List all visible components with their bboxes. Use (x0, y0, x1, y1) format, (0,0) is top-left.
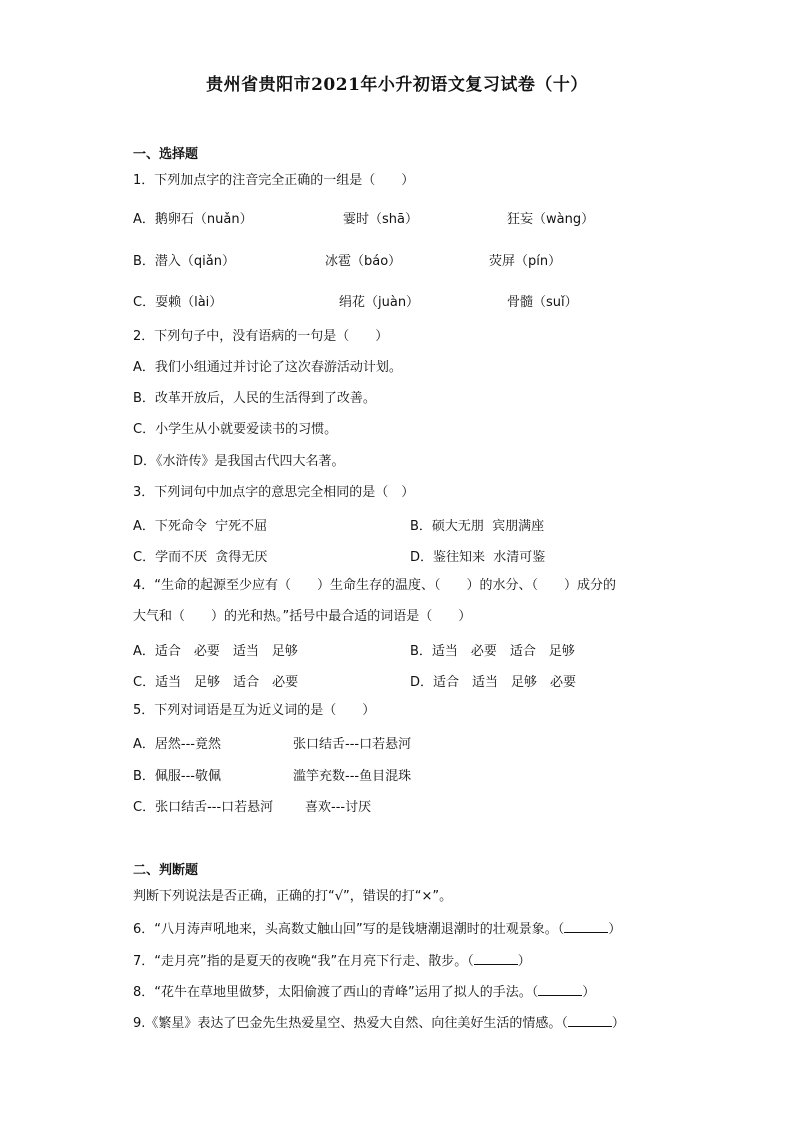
q5-option-b-1: B．佩服---敬佩 (133, 769, 221, 784)
section-heading-choice: 一、选择题 (133, 147, 199, 162)
item-7-text: 7．“走月亮”指的是夏天的夜晚“我”在月亮下行走、散步。（ (133, 954, 474, 969)
q5-option-a-2: 张口结舌---口若悬河 (293, 737, 412, 752)
q4-option-a: A．适合 必要 适当 足够 (133, 644, 298, 659)
q4-option-c: C．适当 足够 适合 必要 (133, 675, 299, 690)
item-6-close-paren: ） (608, 922, 622, 937)
q1-option-a-3: 狂妄（wàng） (507, 212, 595, 227)
q2-option-a: A．我们小组通过并讨论了这次春游活动计划。 (133, 360, 402, 375)
q4-option-b: B．适当 必要 适合 足够 (410, 644, 575, 659)
answer-blank-7[interactable] (474, 952, 518, 965)
question-5-stem: 5．下列对词语是互为近义词的是（ ） (133, 703, 376, 718)
question-2-stem: 2．下列句子中，没有语病的一句是（ ） (133, 329, 389, 344)
q1-option-b-2: 冰雹（báo） (325, 254, 402, 269)
section-heading-judgement: 二、判断题 (133, 863, 199, 878)
judgement-item-8 (133, 983, 595, 1002)
question-4-stem-line2: 大气和（ ）的光和热。”括号中最合适的词语是（ ） (133, 609, 472, 624)
question-4-stem-line1: 4．“生命的起源至少应有（ ）生命生存的温度、（ ）的水分、（ ）成分的 (133, 578, 617, 593)
q5-option-a-1: A．居然---竟然 (133, 737, 221, 752)
q1-option-b-3: 荧屏（pín） (489, 254, 562, 269)
item-6-text: 6．“八月涛声吼地来，头高数丈触山回”写的是钱塘潮退潮时的壮观景象。（ (133, 922, 565, 937)
item-9-close-paren: ） (611, 1016, 625, 1031)
q5-option-c-1: C．张口结舌---口若悬河 (133, 800, 274, 815)
page-title: 贵州省贵阳市2021年小升初语文复习试卷（十） (206, 75, 588, 95)
answer-blank-6[interactable] (564, 920, 608, 933)
answer-blank-8[interactable] (538, 983, 582, 996)
question-3-stem: 3．下列词句中加点字的意思完全相同的是（ ） (133, 485, 415, 500)
item-8-close-paren: ） (582, 985, 596, 1000)
question-1-stem: 1．下列加点字的注音完全正确的一组是（ ） (133, 173, 415, 188)
q2-option-d: D．《水浒传》是我国古代四大名著。 (133, 454, 345, 469)
item-9-text: 9.《繁星》表达了巴金先生热爱星空、热爱大自然、向往美好生活的情感。（ (133, 1016, 568, 1031)
q1-option-a-1: A．鹅卵石（nuǎn） (133, 212, 253, 227)
answer-blank-9[interactable] (568, 1014, 612, 1027)
q1-option-c-1: C．耍赖（lài） (133, 295, 223, 310)
q5-option-c-2: 喜欢---讨厌 (305, 800, 372, 815)
judgement-item-7 (133, 952, 531, 971)
item-8-text: 8．“花牛在草地里做梦，太阳偷渡了西山的青峰”运用了拟人的手法。（ (133, 985, 539, 1000)
q3-option-c: C．学而不厌 贪得无厌 (133, 550, 268, 565)
q2-option-b: B．改革开放后，人民的生活得到了改善。 (133, 391, 376, 406)
q3-option-d: D．鉴往知来 水清可鉴 (410, 550, 546, 565)
q3-option-a: A．下死命令 宁死不屈 (133, 519, 268, 534)
q2-option-c: C．小学生从小就要爱读书的习惯。 (133, 422, 338, 437)
item-7-close-paren: ） (517, 954, 531, 969)
judgement-item-9 (133, 1014, 625, 1033)
judgement-item-6 (133, 920, 621, 939)
q1-option-a-2: 霎时（shā） (343, 212, 418, 227)
q4-option-d: D．适合 适当 足够 必要 (410, 675, 577, 690)
q3-option-b: B．硕大无朋 宾朋满座 (410, 519, 545, 534)
q1-option-b-1: B．潜入（qiǎn） (133, 254, 235, 269)
q1-option-c-2: 绢花（juàn） (339, 295, 420, 310)
q5-option-b-2: 滥竽充数---鱼目混珠 (293, 769, 412, 784)
q1-option-c-3: 骨髓（suǐ） (507, 295, 578, 310)
section2-instruction: 判断下列说法是否正确，正确的打“√”，错误的打“×”。 (133, 889, 453, 904)
